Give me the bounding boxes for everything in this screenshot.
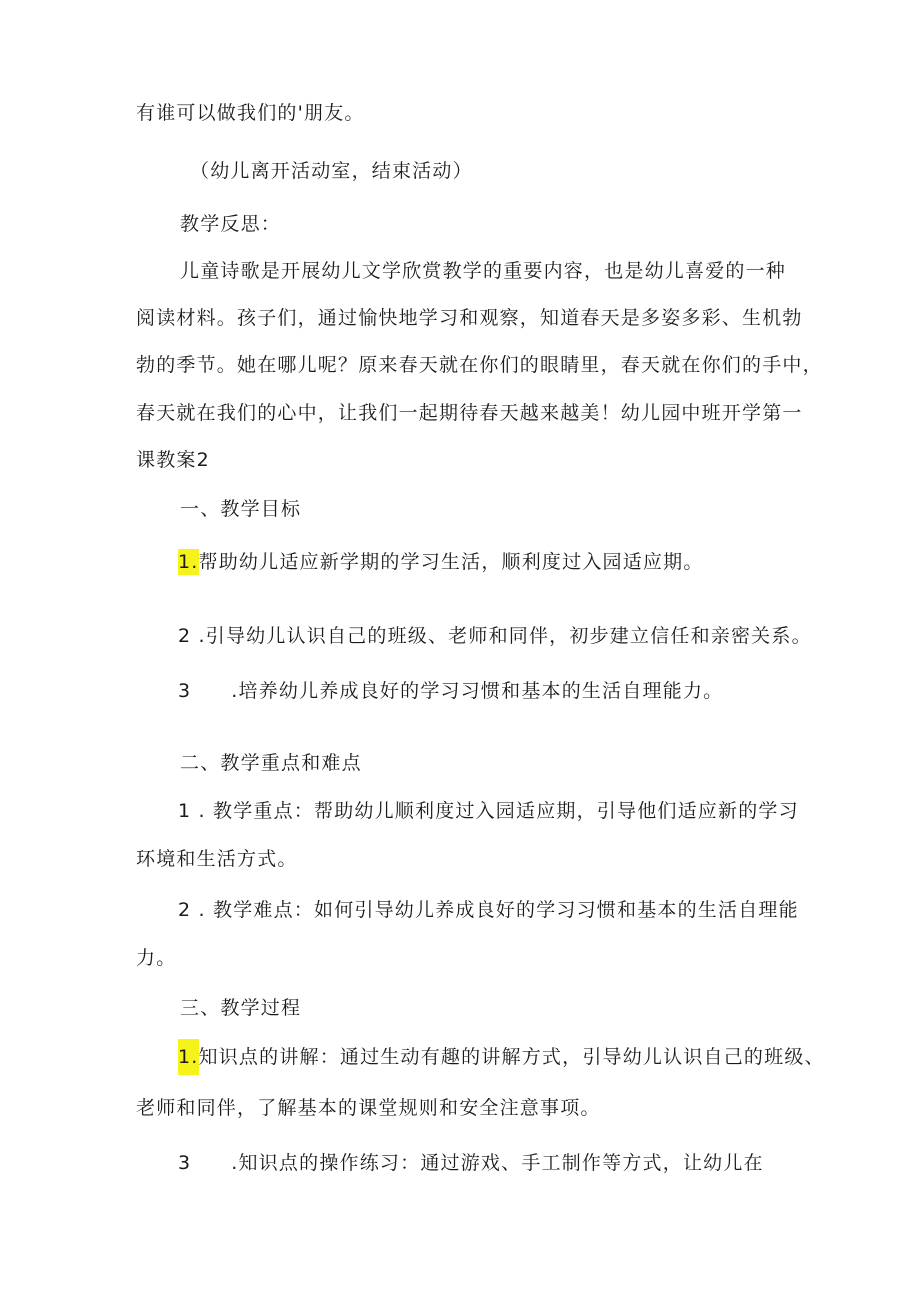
activity-note: （幼儿离开活动室，结束活动）: [190, 160, 473, 182]
reflection-heading: 教学反思：: [180, 213, 282, 235]
goal-number: 3: [178, 680, 192, 702]
goal-item: [178, 678, 723, 704]
goal-number: 2 .: [178, 625, 206, 647]
process-number: 3: [178, 1152, 192, 1174]
key-point-line: 2 . 教学难点：如何引导幼儿养成良好的学习习惯和基本的生活自理能: [178, 899, 799, 921]
process-number-highlight: 1.: [178, 1039, 199, 1075]
goal-number-highlight: 1.: [178, 551, 199, 573]
paragraph-line: 阅读材料。孩子们，通过愉快地学习和观察，知道春天是多姿多彩、生机勃: [136, 307, 803, 329]
goal-text: .培养幼儿养成良好的学习习惯和基本的生活自理能力。: [231, 680, 724, 702]
key-point-line: 环境和生活方式。: [136, 848, 298, 870]
section-title-process: 三、教学过程: [180, 997, 302, 1019]
process-text: 知识点的讲解：通过生动有趣的讲解方式，引导幼儿认识自己的班级、: [198, 1046, 825, 1068]
process-item: [178, 1150, 764, 1176]
goal-item: [178, 623, 812, 649]
section-title-key-points: 二、教学重点和难点: [180, 752, 362, 774]
section-title-goals: 一、教学目标: [180, 498, 302, 520]
process-text: .知识点的操作练习：通过游戏、手工制作等方式，让幼儿在: [231, 1152, 764, 1174]
goal-text: 引导幼儿认识自己的班级、老师和同伴，初步建立信任和亲密关系。: [205, 625, 812, 647]
paragraph-line: 勃的季节。她在哪儿呢？原来春天就在你们的眼睛里，春天就在你们的手中，: [136, 354, 823, 376]
key-point-line: 1 . 教学重点：帮助幼儿顺利度过入园适应期，引导他们适应新的学习: [178, 800, 799, 822]
paragraph-line: 课教案2: [136, 449, 210, 471]
paragraph-line: 儿童诗歌是开展幼儿文学欣赏教学的重要内容，也是幼儿喜爱的一种: [180, 260, 787, 282]
process-item: [178, 1044, 825, 1075]
goal-item: [178, 549, 704, 575]
goal-text: 帮助幼儿适应新学期的学习生活，顺利度过入园适应期。: [198, 551, 704, 573]
paragraph-line: 有谁可以做我们的'朋友。: [136, 102, 365, 124]
key-point-line: 力。: [136, 947, 177, 969]
paragraph-line: 春天就在我们的心中，让我们一起期待春天越来越美！幼儿园中班开学第一: [136, 402, 803, 424]
process-line: 老师和同伴，了解基本的课堂规则和安全注意事项。: [136, 1097, 601, 1119]
